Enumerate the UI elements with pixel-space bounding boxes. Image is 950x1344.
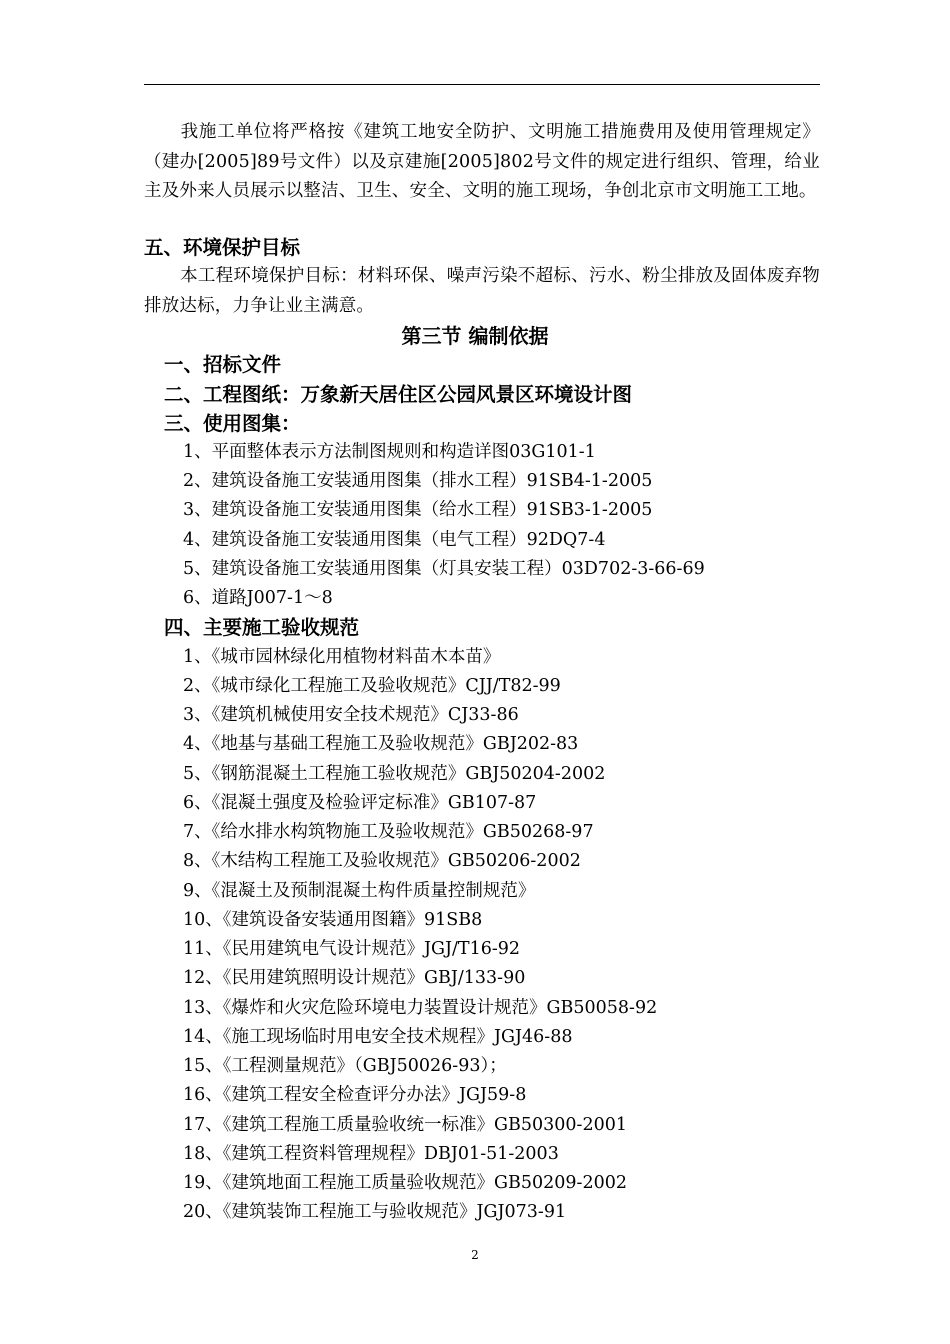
standard-item: 19、《建筑地面工程施工质量验收规范》GB50209-2002 (183, 1173, 627, 1193)
standard-item: 16、《建筑工程安全检查评分办法》JGJ59-8 (183, 1085, 527, 1105)
intro-paragraph: 我施工单位将严格按《建筑工地安全防护、文明施工措施费用及使用管理规定》（建办[2005]89号文件）以及京建施[2005]802号文件的规定进行组织、管理，给业主及外来人员展示以整洁、卫生、安全、文明的施工现场，争创北京市文明施工工地。 (144, 122, 820, 201)
atlas-item: 4、建筑设备施工安装通用图集（电气工程）92DQ7-4 (183, 530, 606, 550)
standard-item: 5、《钢筋混凝土工程施工验收规范》GBJ50204-2002 (183, 764, 606, 784)
standard-item: 15、《工程测量规范》（GBJ50026-93）； (183, 1056, 507, 1076)
standard-item: 14、《施工现场临时用电安全技术规程》JGJ46-88 (183, 1027, 573, 1047)
standard-item: 11、《民用建筑电气设计规范》JGJ/T16-92 (183, 939, 521, 959)
standard-item: 18、《建筑工程资料管理规程》DBJ01-51-2003 (183, 1144, 559, 1164)
heading-environment: 五、环境保护目标 (144, 236, 301, 259)
header-rule (144, 84, 820, 85)
standard-item: 4、《地基与基础工程施工及验收规范》GBJ202-83 (183, 734, 579, 754)
standard-item: 6、《混凝土强度及检验评定标准》GB107-87 (183, 793, 537, 813)
standard-item: 12、《民用建筑照明设计规范》GBJ/133-90 (183, 968, 526, 988)
standard-item: 20、《建筑装饰工程施工与验收规范》JGJ073-91 (183, 1202, 567, 1222)
standard-item: 1、《城市园林绿化用植物材料苗木本苗》 (183, 647, 501, 667)
atlas-item: 6、道路J007-1～8 (183, 588, 333, 608)
atlas-item: 3、建筑设备施工安装通用图集（给水工程）91SB3-1-2005 (183, 500, 653, 520)
section-title: 第三节 编制依据 (401, 324, 549, 348)
atlas-item: 5、建筑设备施工安装通用图集（灯具安装工程）03D702-3-66-69 (183, 559, 705, 579)
standard-item: 7、《给水排水构筑物施工及验收规范》GB50268-97 (183, 822, 594, 842)
heading-standards: 四、主要施工验收规范 (164, 616, 360, 639)
page-number: 2 (471, 1248, 479, 1262)
standard-item: 3、《建筑机械使用安全技术规范》CJ33-86 (183, 705, 519, 725)
heading-atlases: 三、使用图集： (164, 412, 301, 435)
standard-item: 2、《城市绿化工程施工及验收规范》CJJ/T82-99 (183, 676, 561, 696)
atlas-item: 1、平面整体表示方法制图规则和构造详图03G101-1 (183, 442, 596, 462)
heading-bid-documents: 一、招标文件 (164, 353, 282, 376)
atlas-item: 2、建筑设备施工安装通用图集（排水工程）91SB4-1-2005 (183, 471, 653, 491)
standard-item: 10、《建筑设备安装通用图籍》91SB8 (183, 910, 483, 930)
standard-item: 13、《爆炸和火灾危险环境电力装置设计规范》GB50058-92 (183, 998, 658, 1018)
heading-drawings: 二、工程图纸：万象新天居住区公园风景区环境设计图 (164, 383, 633, 406)
standard-item: 8、《木结构工程施工及验收规范》GB50206-2002 (183, 851, 581, 871)
environment-paragraph: 本工程环境保护目标：材料环保、噪声污染不超标、污水、粉尘排放及固体废弃物排放达标，力争让业主满意。 (144, 266, 820, 316)
standard-item: 17、《建筑工程施工质量验收统一标准》GB50300-2001 (183, 1115, 627, 1135)
standard-item: 9、《混凝土及预制混凝土构件质量控制规范》 (183, 881, 536, 901)
